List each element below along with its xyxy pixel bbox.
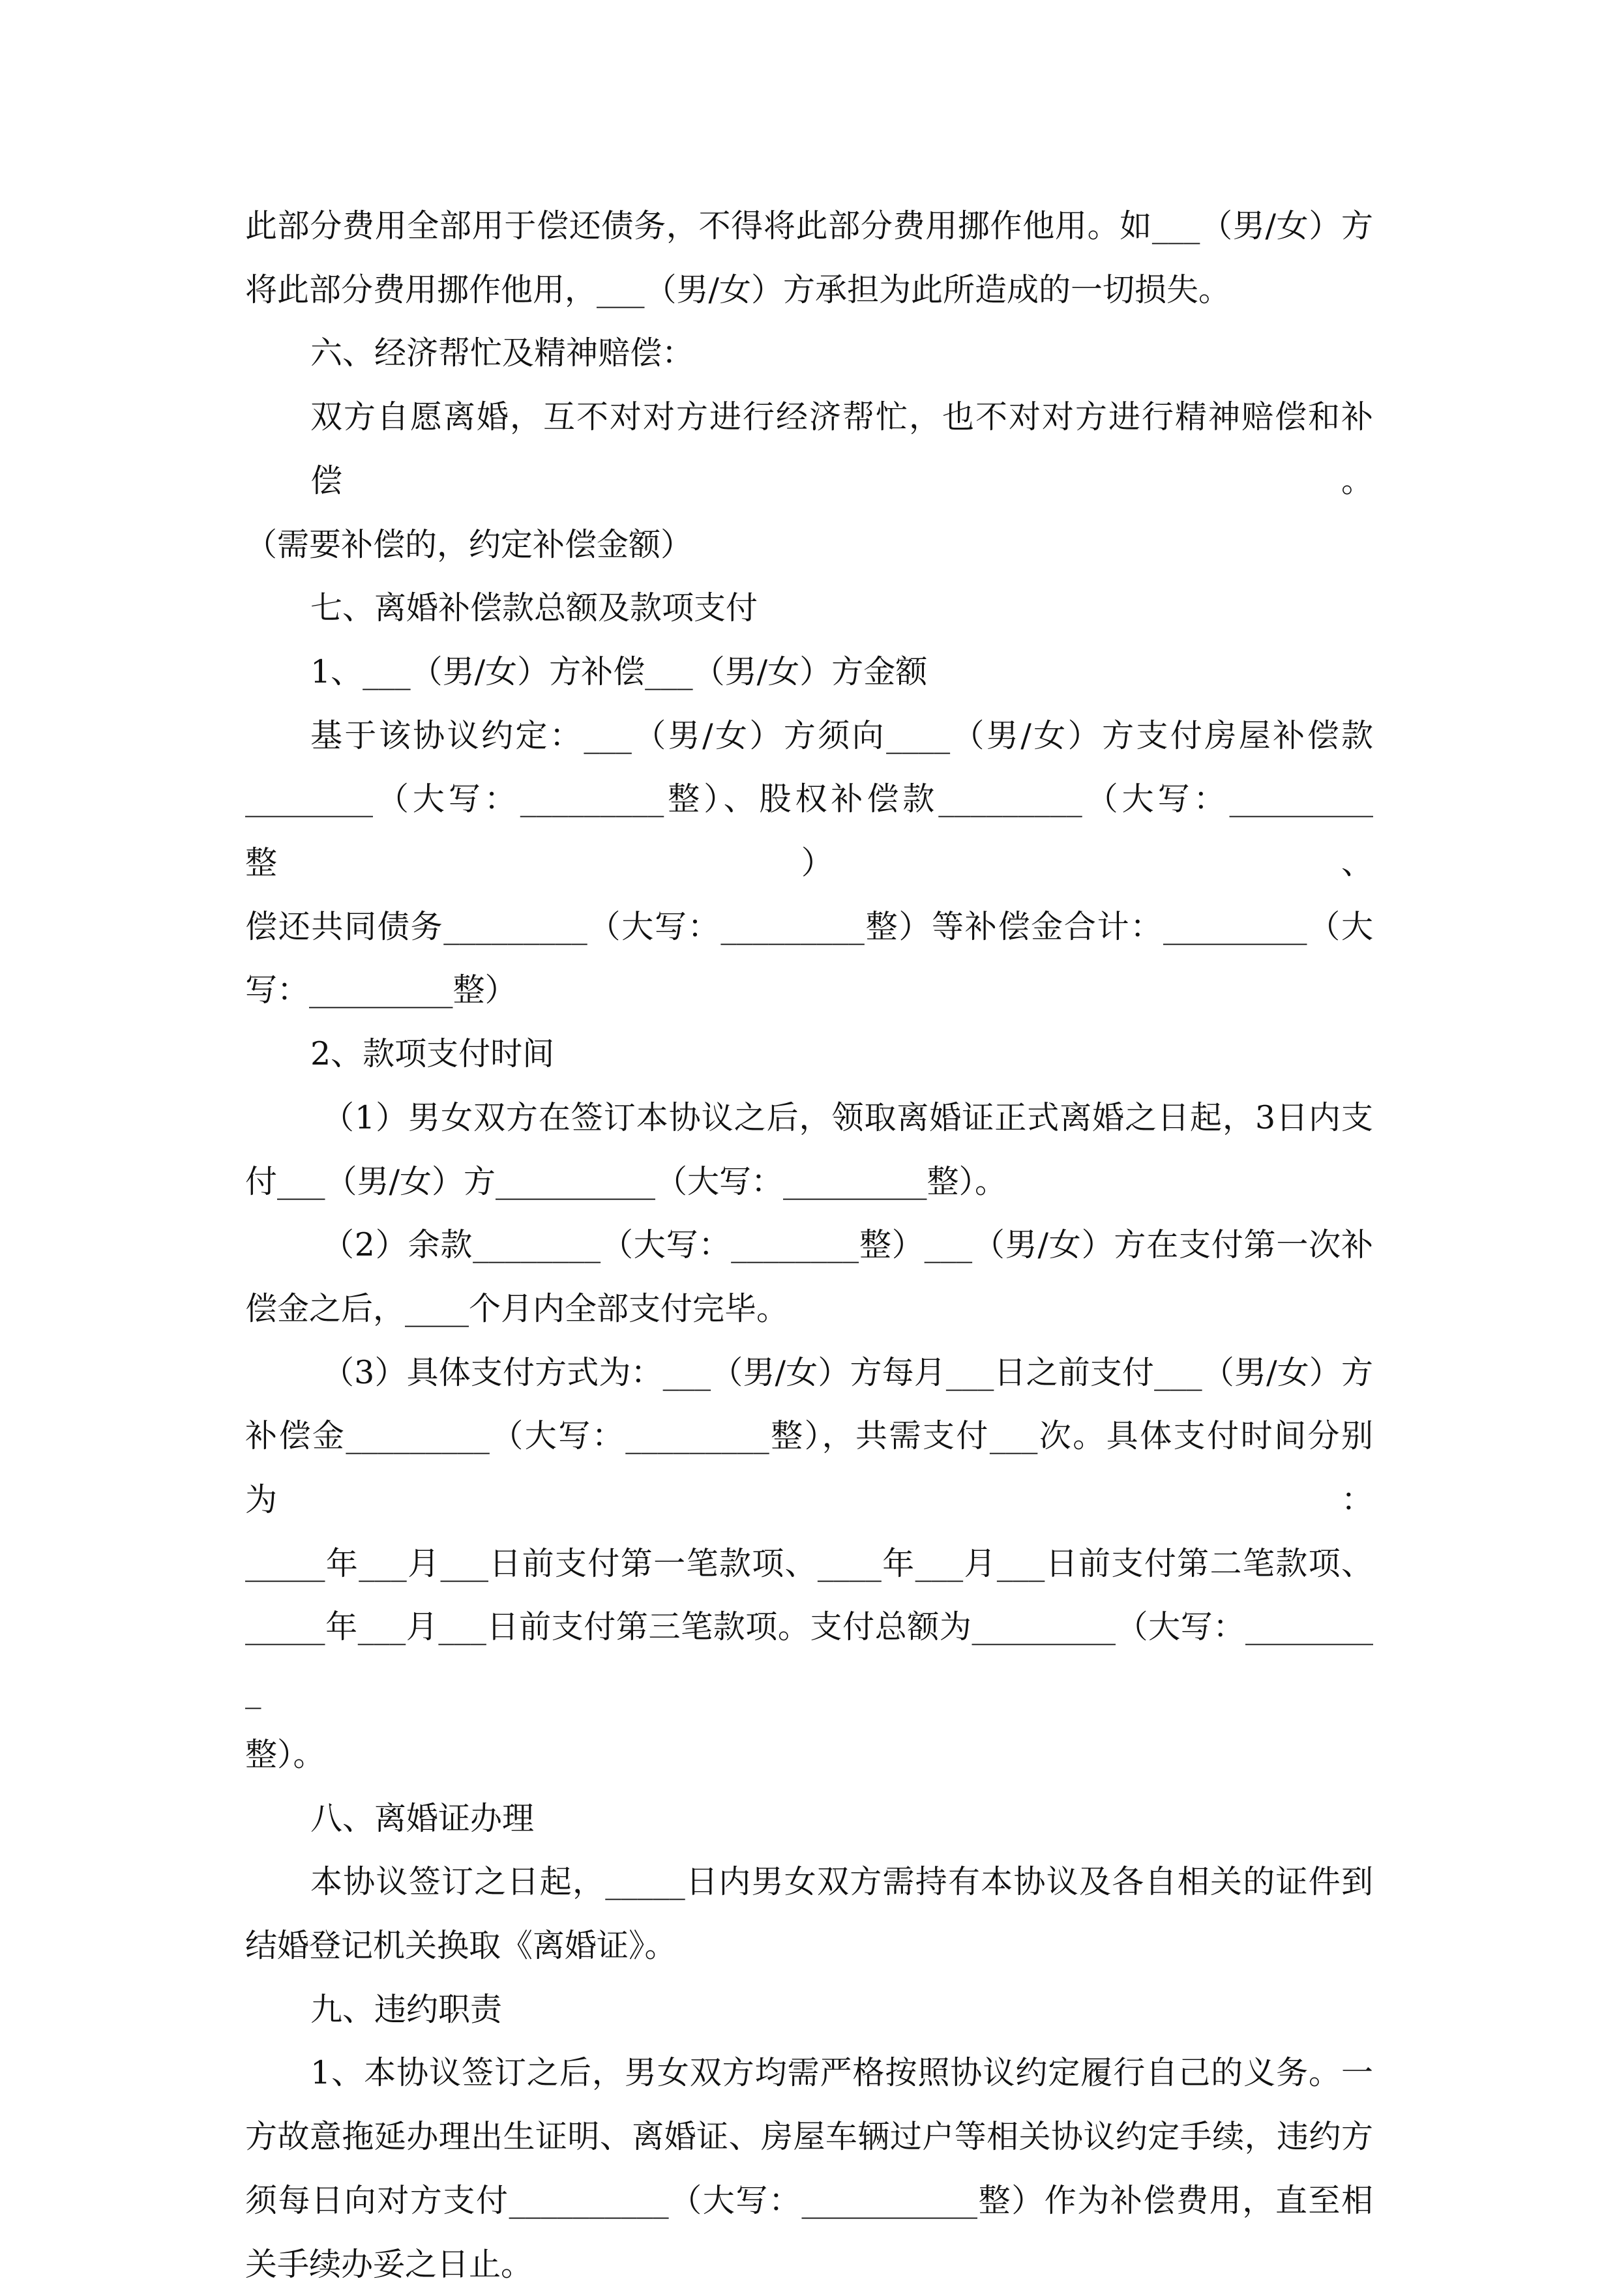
section-heading: 八、离婚证办理 xyxy=(245,1787,1373,1851)
text-line: 须每日向对方支付__________（大写：___________整）作为补偿费用，直至相 xyxy=(245,2169,1373,2233)
text-line: 偿还共同债务_________（大写：_________整）等补偿金合计：_________（大 xyxy=(245,895,1373,959)
text-line: 偿金之后，____个月内全部支付完毕。 xyxy=(245,1277,1373,1341)
section-heading: 六、经济帮忙及精神赔偿： xyxy=(245,321,1373,385)
text-line: 本协议签订之日起，_____日内男女双方需持有本协议及各自相关的证件到 xyxy=(245,1850,1373,1914)
text-line: （1）男女双方在签订本协议之后，领取离婚证正式离婚之日起，3日内支 xyxy=(245,1086,1373,1150)
text-line: 此部分费用全部用于偿还债务，不得将此部分费用挪作他用。如___（男/女）方 xyxy=(245,194,1373,258)
text-line: _____年___月___日前支付第一笔款项、____年___月___日前支付第二笔款项、 xyxy=(245,1532,1373,1596)
text-line: 双方自愿离婚，互不对对方进行经济帮忙，也不对对方进行精神赔偿和补偿。 xyxy=(245,385,1373,512)
text-line: （需要补偿的，约定补偿金额） xyxy=(245,513,1373,577)
text-line: ________（大写：_________整）、股权补偿款_________（大写：_________整）、 xyxy=(245,767,1373,894)
document-page xyxy=(245,194,1373,2296)
text-line: 1、___（男/女）方补偿___（男/女）方金额 xyxy=(245,640,1373,704)
text-line: （2）余款________（大写：________整）___（男/女）方在支付第一次补 xyxy=(245,1213,1373,1277)
text-line: _____年___月___日前支付第三笔款项。支付总额为_________（大写：_________ xyxy=(245,1595,1373,1722)
text-line: 方故意拖延办理出生证明、离婚证、房屋车辆过户等相关协议约定手续，违约方 xyxy=(245,2105,1373,2169)
section-heading: 九、违约职责 xyxy=(245,1978,1373,2042)
text-line: 付___（男/女）方__________（大写：_________整）。 xyxy=(245,1150,1373,1214)
text-line: 补偿金_________（大写：_________整），共需支付___次。具体支付时间分别为： xyxy=(245,1404,1373,1531)
subsection-heading: 2、款项支付时间 xyxy=(245,1022,1373,1086)
text-line: 关手续办妥之日止。 xyxy=(245,2233,1373,2296)
text-line: 基于该协议约定：___（男/女）方须向____（男/女）方支付房屋补偿款 xyxy=(245,704,1373,768)
text-line: 结婚登记机关换取《离婚证》。 xyxy=(245,1914,1373,1978)
text-line: 将此部分费用挪作他用，___（男/女）方承担为此所造成的一切损失。 xyxy=(245,258,1373,322)
section-heading: 七、离婚补偿款总额及款项支付 xyxy=(245,576,1373,640)
text-line: 1、本协议签订之后，男女双方均需严格按照协议约定履行自己的义务。一 xyxy=(245,2041,1373,2105)
text-line: （3）具体支付方式为：___（男/女）方每月___日之前支付___（男/女）方 xyxy=(245,1341,1373,1405)
text-line: 写：_________整） xyxy=(245,958,1373,1022)
text-line: 整）。 xyxy=(245,1723,1373,1787)
